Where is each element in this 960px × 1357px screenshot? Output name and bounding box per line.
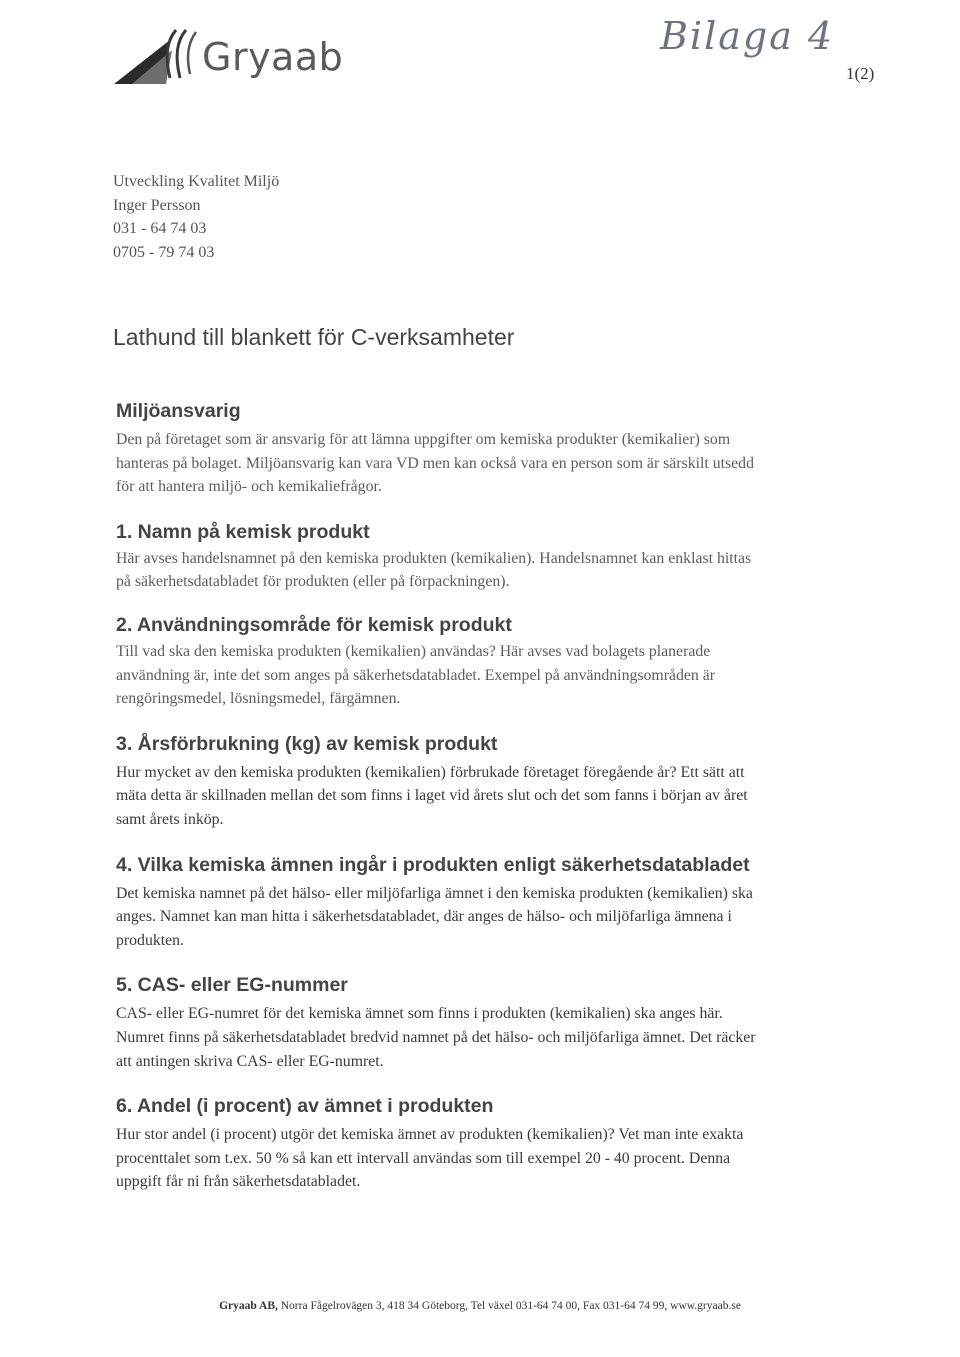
text-line: produkten. <box>116 931 185 949</box>
section-miljoansvarig <box>116 398 846 499</box>
document-title: Lathund till blankett för C-verksamheter <box>113 324 515 350</box>
footer-company: Gryaab AB, <box>219 1300 278 1312</box>
logo-text: Gryaab <box>202 35 344 79</box>
text-line: Till vad ska den kemiska produkten (kemikalien) användas? Här avses vad bolagets planerade <box>116 642 711 660</box>
contact-name: Inger Persson <box>113 196 201 214</box>
footer-address: Norra Fågelrovägen 3, 418 34 Göteborg, Tel växel 031-64 74 00, Fax 031-64 74 99, www.gryaab.se <box>277 1300 741 1312</box>
text-line: mäta detta är skillnaden mellan det som finns i laget vid årets slut och det som fanns i början av året <box>116 787 748 805</box>
text-line: Hur mycket av den kemiska produkten (kemikalien) förbrukade företaget föregående år? Ett sätt att <box>116 763 745 781</box>
section-cas-eg-nummer <box>116 972 846 1073</box>
section-heading: 4. Vilka kemiska ämnen ingår i produkten enligt säkerhetsdatabladet <box>116 853 750 876</box>
text-line: Numret finns på säkerhetsdatabladet bredvid namnet på det hälso- och miljöfarliga ämnet. Det räcker <box>116 1028 756 1046</box>
text-line: Hur stor andel (i procent) utgör det kemiska ämnet av produkten (kemikalien)? Vet man inte exakta <box>116 1126 744 1144</box>
text-line: hanteras på bolaget. Miljöansvarig kan vara VD men kan också vara en person som är särskilt utsedd <box>116 454 754 472</box>
page-number: 1(2) <box>846 64 875 83</box>
text-line: procenttalet som t.ex. 50 % så kan ett intervall användas som till exempel 20 - 40 procent. Denna <box>116 1149 731 1167</box>
contact-phone: 031 - 64 74 03 <box>113 220 207 237</box>
section-text <box>116 428 846 499</box>
section-text <box>116 1123 846 1194</box>
section-text <box>116 547 846 594</box>
section-namn <box>116 519 846 594</box>
gryaab-swoosh-icon <box>110 22 210 90</box>
text-line: användning är, inte det som anges på säkerhetsdatabladet. Exempel på användningsområden är <box>116 666 716 684</box>
contact-department: Utveckling Kvalitet Miljö <box>113 173 280 190</box>
section-heading: 5. CAS- eller EG-nummer <box>116 974 348 997</box>
section-kemiska-amnen <box>116 852 846 953</box>
handwritten-annotation: Bilaga 4 <box>660 14 835 58</box>
text-line: Här avses handelsnamnet på den kemiska produkten (kemikalien). Handelsnamnet kan enklast hittas <box>116 549 752 567</box>
section-heading: 1. Namn på kemisk produkt <box>116 520 370 543</box>
text-line: för att hantera miljö- och kemikaliefrågor. <box>116 478 382 496</box>
section-heading: 3. Årsförbrukning (kg) av kemisk produkt <box>116 732 498 755</box>
section-text <box>116 761 846 832</box>
gryaab-logo <box>110 22 350 90</box>
section-heading: Miljöansvarig <box>116 400 241 422</box>
text-line: anges. Namnet kan man hitta i säkerhetsdatabladet, där anges de hälso- och miljöfarliga ämnena i <box>116 908 732 926</box>
section-heading: 2. Användningsområde för kemisk produkt <box>116 613 512 636</box>
text-line: CAS- eller EG-numret för det kemiska ämnet som finns i produkten (kemikalien) ska anges här. <box>116 1005 723 1023</box>
text-line: rengöringsmedel, lösningsmedel, färgämnen. <box>116 690 401 708</box>
section-heading: 6. Andel (i procent) av ämnet i produkten <box>116 1095 494 1118</box>
section-text <box>116 640 846 711</box>
section-text <box>116 1002 846 1073</box>
sections <box>116 398 846 1194</box>
text-line: samt årets inköp. <box>116 810 224 828</box>
text-line: uppgift får ni från säkerhetsdatabladet. <box>116 1173 361 1191</box>
section-text <box>116 882 846 953</box>
section-arsforbrukning <box>116 731 846 832</box>
contact-block <box>113 170 279 264</box>
text-line: på säkerhetsdatabladet för produkten (eller på förpackningen). <box>116 573 510 591</box>
page-footer <box>0 1300 960 1312</box>
section-anvandningsomrade <box>116 612 846 711</box>
text-line: Det kemiska namnet på det hälso- eller miljöfarliga ämnet i den kemiska produkten (kemikalien) ska <box>116 884 753 902</box>
contact-mobile: 0705 - 79 74 03 <box>113 243 215 261</box>
section-andel <box>116 1093 846 1194</box>
text-line: Den på företaget som är ansvarig för att lämna uppgifter om kemiska produkter (kemikalier) som <box>116 431 731 448</box>
text-line: att antingen skriva CAS- eller EG-numret. <box>116 1052 384 1070</box>
